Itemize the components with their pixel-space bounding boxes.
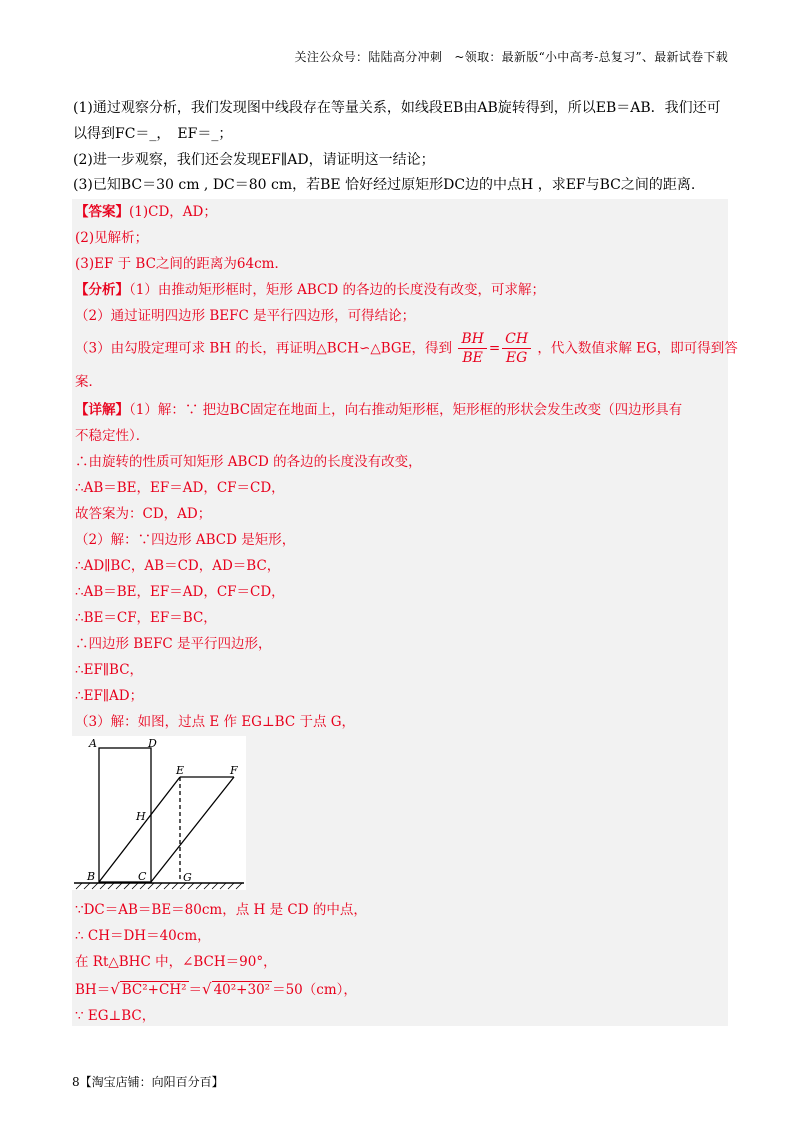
analysis-line-1 bbox=[75, 281, 545, 299]
question-part2: (2)进一步观察，我们还会发现EF∥AD，请证明这一结论； bbox=[73, 152, 435, 168]
step-3: 故答案为：CD，AD； bbox=[75, 506, 212, 522]
fraction-numerator: CH bbox=[502, 330, 531, 349]
label-a: A bbox=[89, 737, 97, 750]
fraction-ch-eg bbox=[502, 330, 531, 367]
step-6: ∴AB＝BE，EF＝AD，CF＝CD， bbox=[75, 584, 285, 600]
analysis-text-3c: 案． bbox=[75, 374, 102, 390]
answer-line bbox=[75, 203, 217, 221]
radicand-1: BC²+CH² bbox=[121, 982, 187, 998]
step-11: （3）解：如图，过点 E 作 EG⊥BC 于点 G， bbox=[75, 714, 356, 730]
radicand-2: 40²+30² bbox=[213, 982, 271, 998]
bh-result: ＝50（cm）， bbox=[272, 982, 357, 998]
analysis-tag: 【分析】 bbox=[75, 282, 129, 298]
geometry-figure bbox=[72, 736, 246, 890]
fraction-bh-be bbox=[458, 330, 487, 367]
step-4: （2）解：∵四边形 ABCD 是矩形， bbox=[75, 532, 296, 548]
step-16: ∵ EG⊥BC， bbox=[75, 1008, 156, 1024]
analysis-text-3a: （3）由勾股定理可求 BH 的长，再证明△BCH∽△BGE，得到 bbox=[75, 340, 453, 357]
step-15: BH＝√ BC²+CH² ＝√ 40²+30² ＝50（cm）， bbox=[75, 980, 357, 998]
step-12: ∵DC＝AB＝BE＝80cm，点 H 是 CD 的中点， bbox=[75, 902, 367, 918]
detail-text-1: （1）解：∵ 把边BC固定在地面上，向右推动矩形框，矩形框的形状会发生改变（四边形具有 bbox=[129, 402, 683, 418]
equals-sign: = bbox=[488, 340, 501, 357]
label-b: B bbox=[87, 870, 96, 883]
step-1: ∴由旋转的性质可知矩形 ABCD 的各边的长度没有改变， bbox=[75, 454, 422, 470]
step-2: ∴AB＝BE，EF＝AD，CF＝CD， bbox=[75, 480, 285, 496]
fraction-denominator: EG bbox=[505, 350, 528, 366]
question-part1b: 以得到FC＝_， EF＝_； bbox=[73, 126, 233, 142]
analysis-text-2: （2）通过证明四边形 BEFC 是平行四边形，可得结论； bbox=[75, 308, 416, 324]
label-h: H bbox=[136, 810, 146, 823]
question-part1a: (1)通过观察分析，我们发现图中线段存在等量关系，如线段EB由AB旋转得到，所以EB＝AB．我们还可 bbox=[73, 100, 721, 116]
label-d: D bbox=[148, 737, 157, 750]
step-13: ∴ CH＝DH＝40cm， bbox=[75, 928, 211, 944]
answer-text-3: (3)EF 于 BC之间的距离为64cm． bbox=[75, 256, 288, 272]
fraction-denominator: BE bbox=[462, 350, 483, 366]
page-footer: 8【淘宝店铺：向阳百分百】 bbox=[72, 1075, 224, 1089]
answer-text-2: (2)见解析； bbox=[75, 230, 149, 246]
label-g: G bbox=[183, 871, 192, 884]
analysis-text-1: （1）由推动矩形框时，矩形 ABCD 的各边的长度没有改变，可求解； bbox=[129, 282, 545, 298]
step-5: ∴AD∥BC，AB＝CD，AD＝BC， bbox=[75, 558, 281, 574]
label-c: C bbox=[138, 870, 147, 883]
bh-equals: BH＝ bbox=[75, 982, 111, 998]
question-part3: (3)已知BC＝30 cm , DC＝80 cm，若BE 恰好经过原矩形DC边的中点H ，求EF与BC之间的距离. bbox=[73, 177, 696, 193]
equals-sign-2: ＝ bbox=[188, 982, 203, 998]
step-14: 在 Rt△BHC 中，∠BCH＝90°， bbox=[75, 954, 277, 970]
step-7: ∴BE＝CF，EF＝BC， bbox=[75, 610, 217, 626]
step-10: ∴EF∥AD； bbox=[75, 688, 144, 704]
detail-text-2: 不稳定性）． bbox=[75, 428, 150, 444]
label-f: F bbox=[230, 764, 238, 777]
label-e: E bbox=[176, 764, 185, 777]
detail-line-1 bbox=[75, 401, 682, 419]
analysis-text-3b: ，代入数值求解 EG，即可得到答 bbox=[537, 340, 738, 357]
page-header: 关注公众号：陆陆高分冲刺 ~领取：最新版“小中高考-总复习”、最新试卷下载 bbox=[294, 50, 728, 64]
step-8: ∴四边形 BEFC 是平行四边形， bbox=[75, 636, 272, 652]
fraction-numerator: BH bbox=[458, 330, 487, 349]
answer-text-1: (1)CD，AD； bbox=[129, 204, 217, 220]
answer-tag: 【答案】 bbox=[75, 204, 129, 220]
detail-tag: 【详解】 bbox=[75, 402, 129, 418]
step-9: ∴EF∥BC， bbox=[75, 662, 144, 678]
analysis-line-3 bbox=[75, 330, 738, 367]
